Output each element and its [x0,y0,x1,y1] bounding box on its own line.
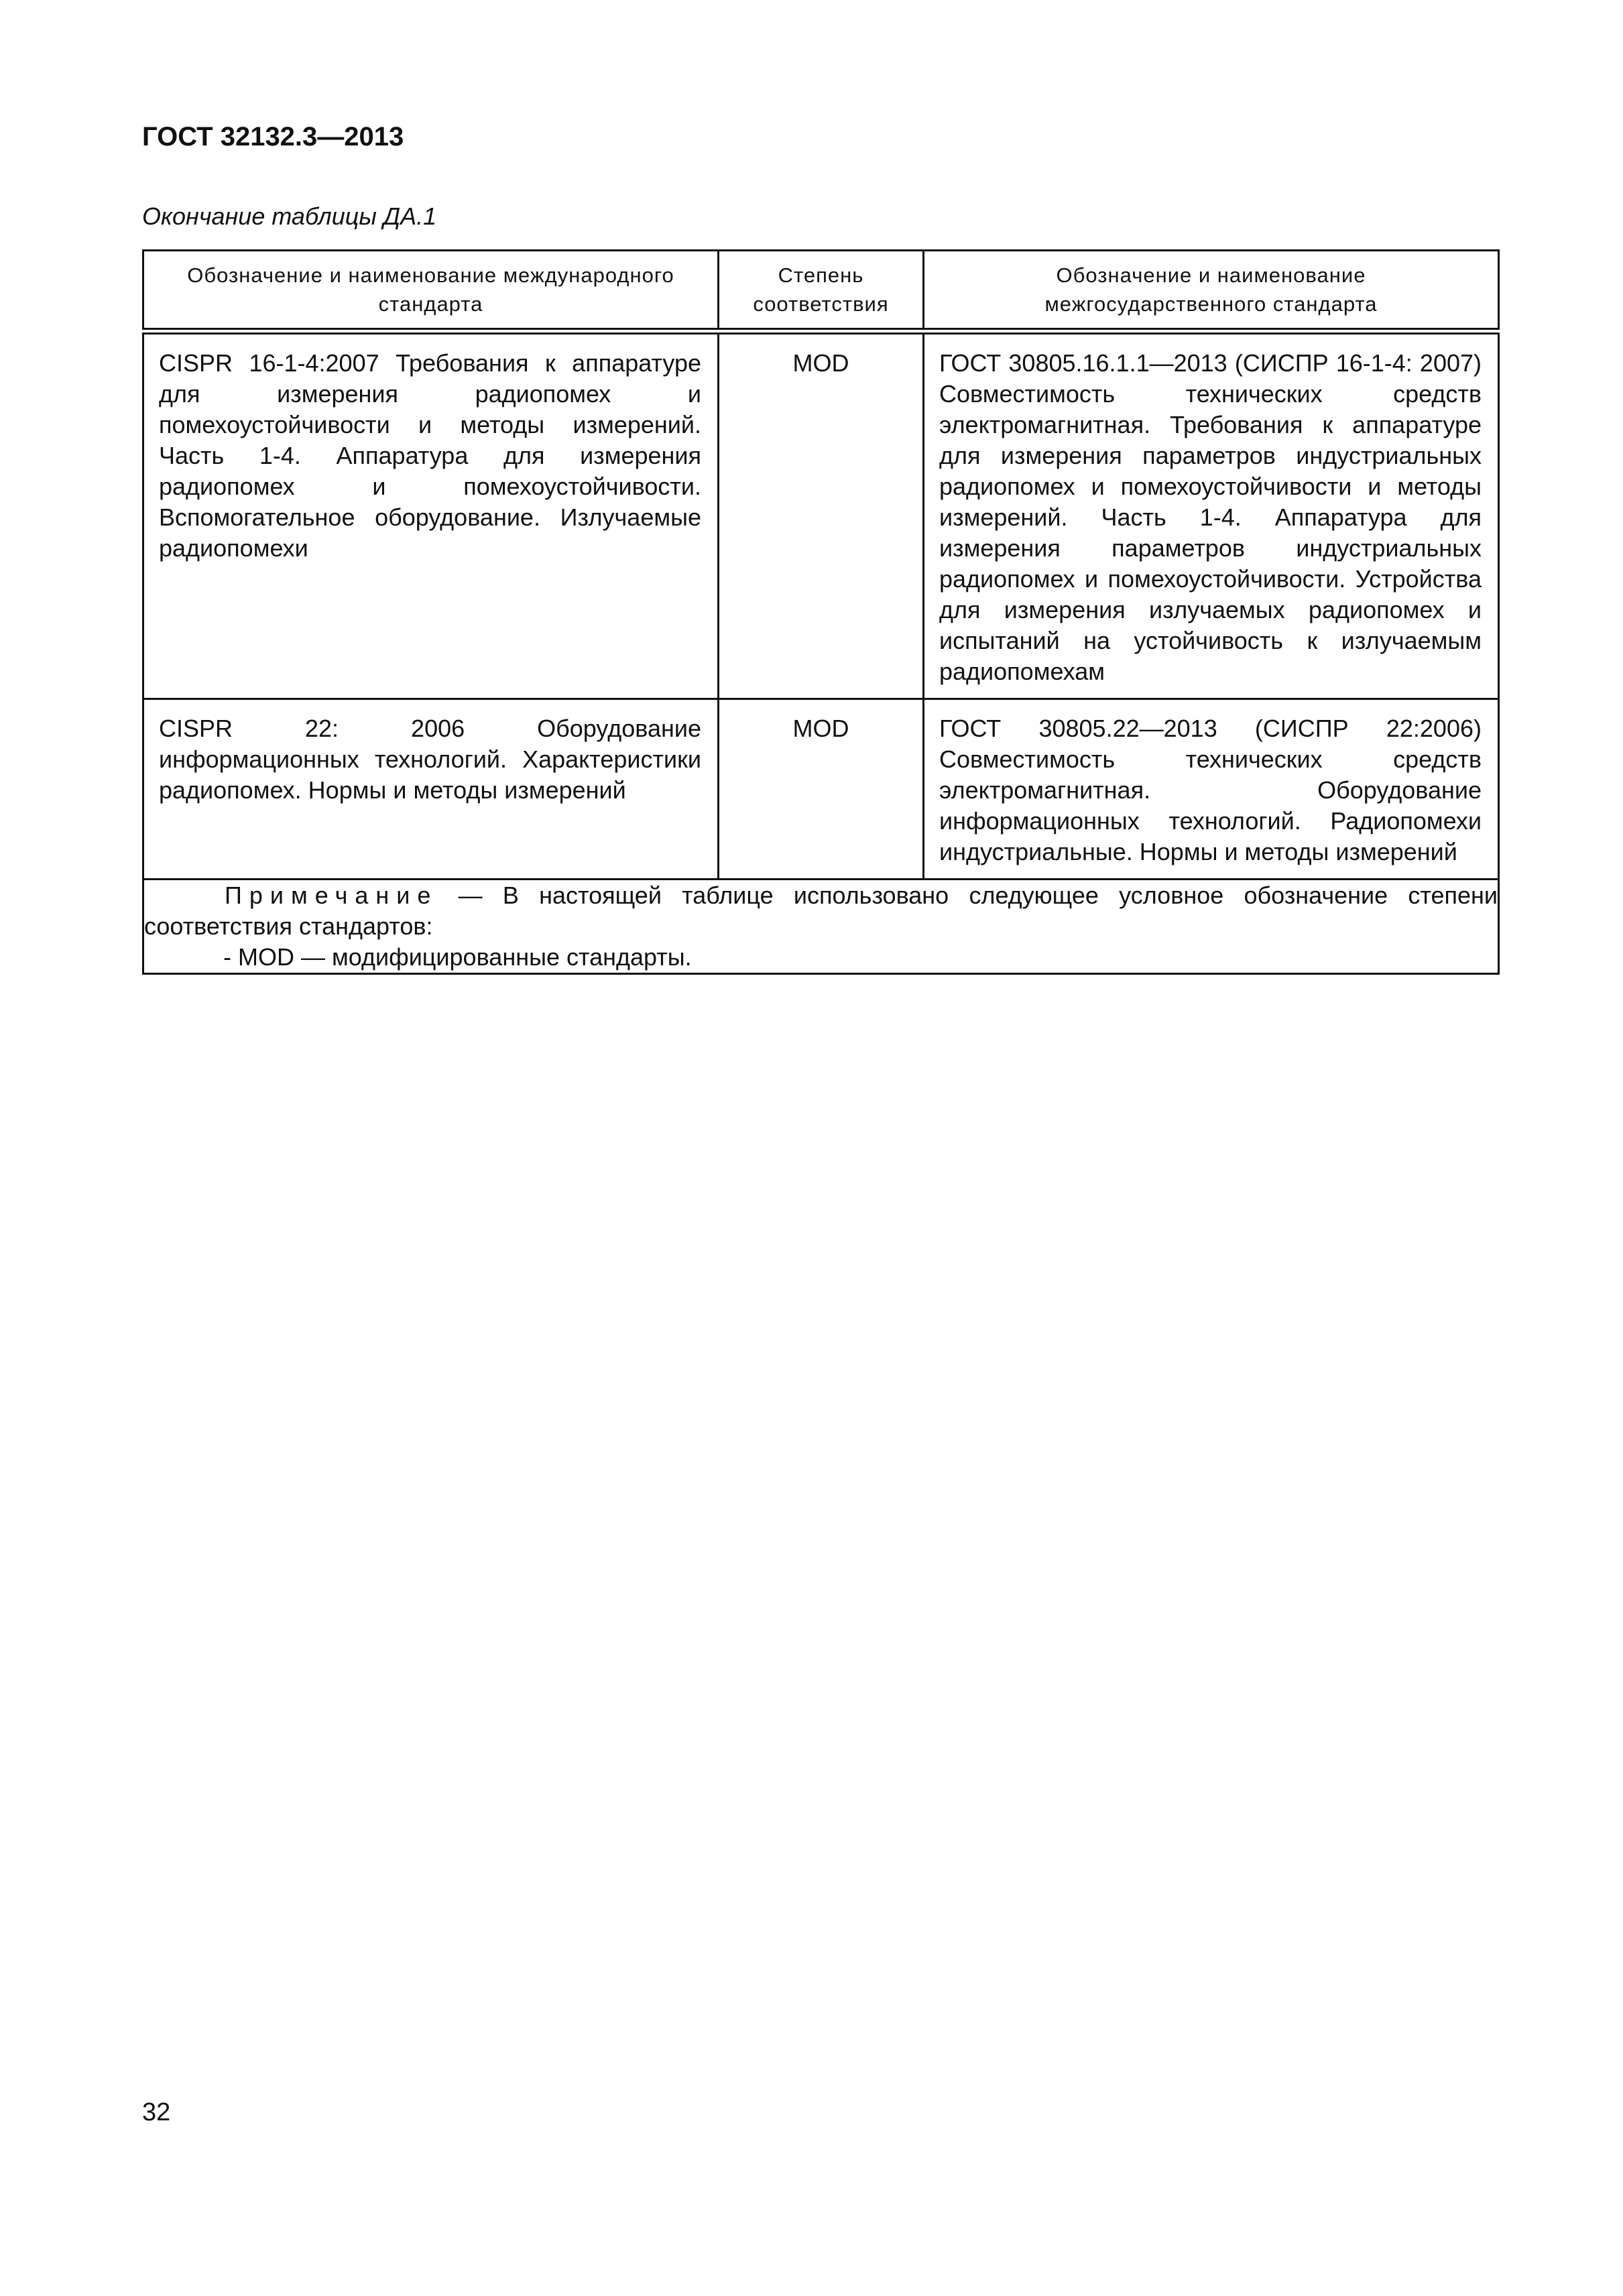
cell-international [143,699,719,880]
column-header-degree-label: Степень соответствия [753,263,889,316]
table-note [143,880,1499,974]
column-header-interstate [924,251,1499,332]
cell-international [143,331,719,699]
cell-interstate [924,331,1499,699]
international-standard-text: CISPR 22: 2006 Оборудование информационных технологий. Характеристики радиопомех. Нормы и методы измерений [159,715,701,804]
note-line-1 [144,880,1498,911]
table-caption: Окончание таблицы ДА.1 [142,202,437,230]
degree-value: MOD [792,349,849,377]
cell-interstate [924,699,1499,880]
interstate-standard-text: ГОСТ 30805.22—2013 (СИСПР 22:2006) Совместимость технических средств электромагнитная. Оборудование информационных технологий. Радиопомехи индустриальные. Нормы и методы измерений [939,715,1482,865]
table-row [143,699,1499,880]
table-header [143,251,1499,332]
cell-degree [719,699,924,880]
note-text-2: соответствия стандартов: [144,912,433,940]
column-header-interstate-label: Обозначение и наименование межгосударственного стандарта [1044,263,1378,316]
note-text-1: — В настоящей таблице использовано следующее условное обозначение степени [458,882,1498,909]
column-header-degree [719,251,924,332]
note-row [143,880,1499,974]
column-header-international [143,251,719,332]
interstate-standard-text: ГОСТ 30805.16.1.1—2013 (СИСПР 16-1-4: 2007) Совместимость технических средств электромагнитная. Требования к аппаратуре для измерения параметров индустриальных радиопомех и помехоустойчивости и методы измерений. Часть 1-4. Аппаратура для измерения параметров индустриальных радиопомех и помехоустойчивости. Устройства для измерения излучаемых радиопомех и испытаний на устойчивость к излучаемым радиопомехам [939,349,1482,685]
cell-degree [719,331,924,699]
table-body [143,331,1499,974]
degree-value: MOD [792,715,849,742]
column-header-international-label: Обозначение и наименование международного стандарта [187,263,674,316]
document-code: ГОСТ 32132.3—2013 [142,122,404,152]
table-row [143,331,1499,699]
header-row [143,251,1499,332]
page-number: 32 [142,2098,171,2126]
note-label: Примечание [225,882,438,909]
international-standard-text: CISPR 16-1-4:2007 Требования к аппаратуре для измерения радиопомех и помехоустойчивости и методы измерений. Часть 1-4. Аппаратура для измерения радиопомех и помехоустойчивости. Вспомогательное оборудование. Излучаемые радиопомехи [159,349,701,562]
standards-table [142,249,1500,975]
note-text-3: - MOD — модифицированные стандарты. [223,943,692,971]
